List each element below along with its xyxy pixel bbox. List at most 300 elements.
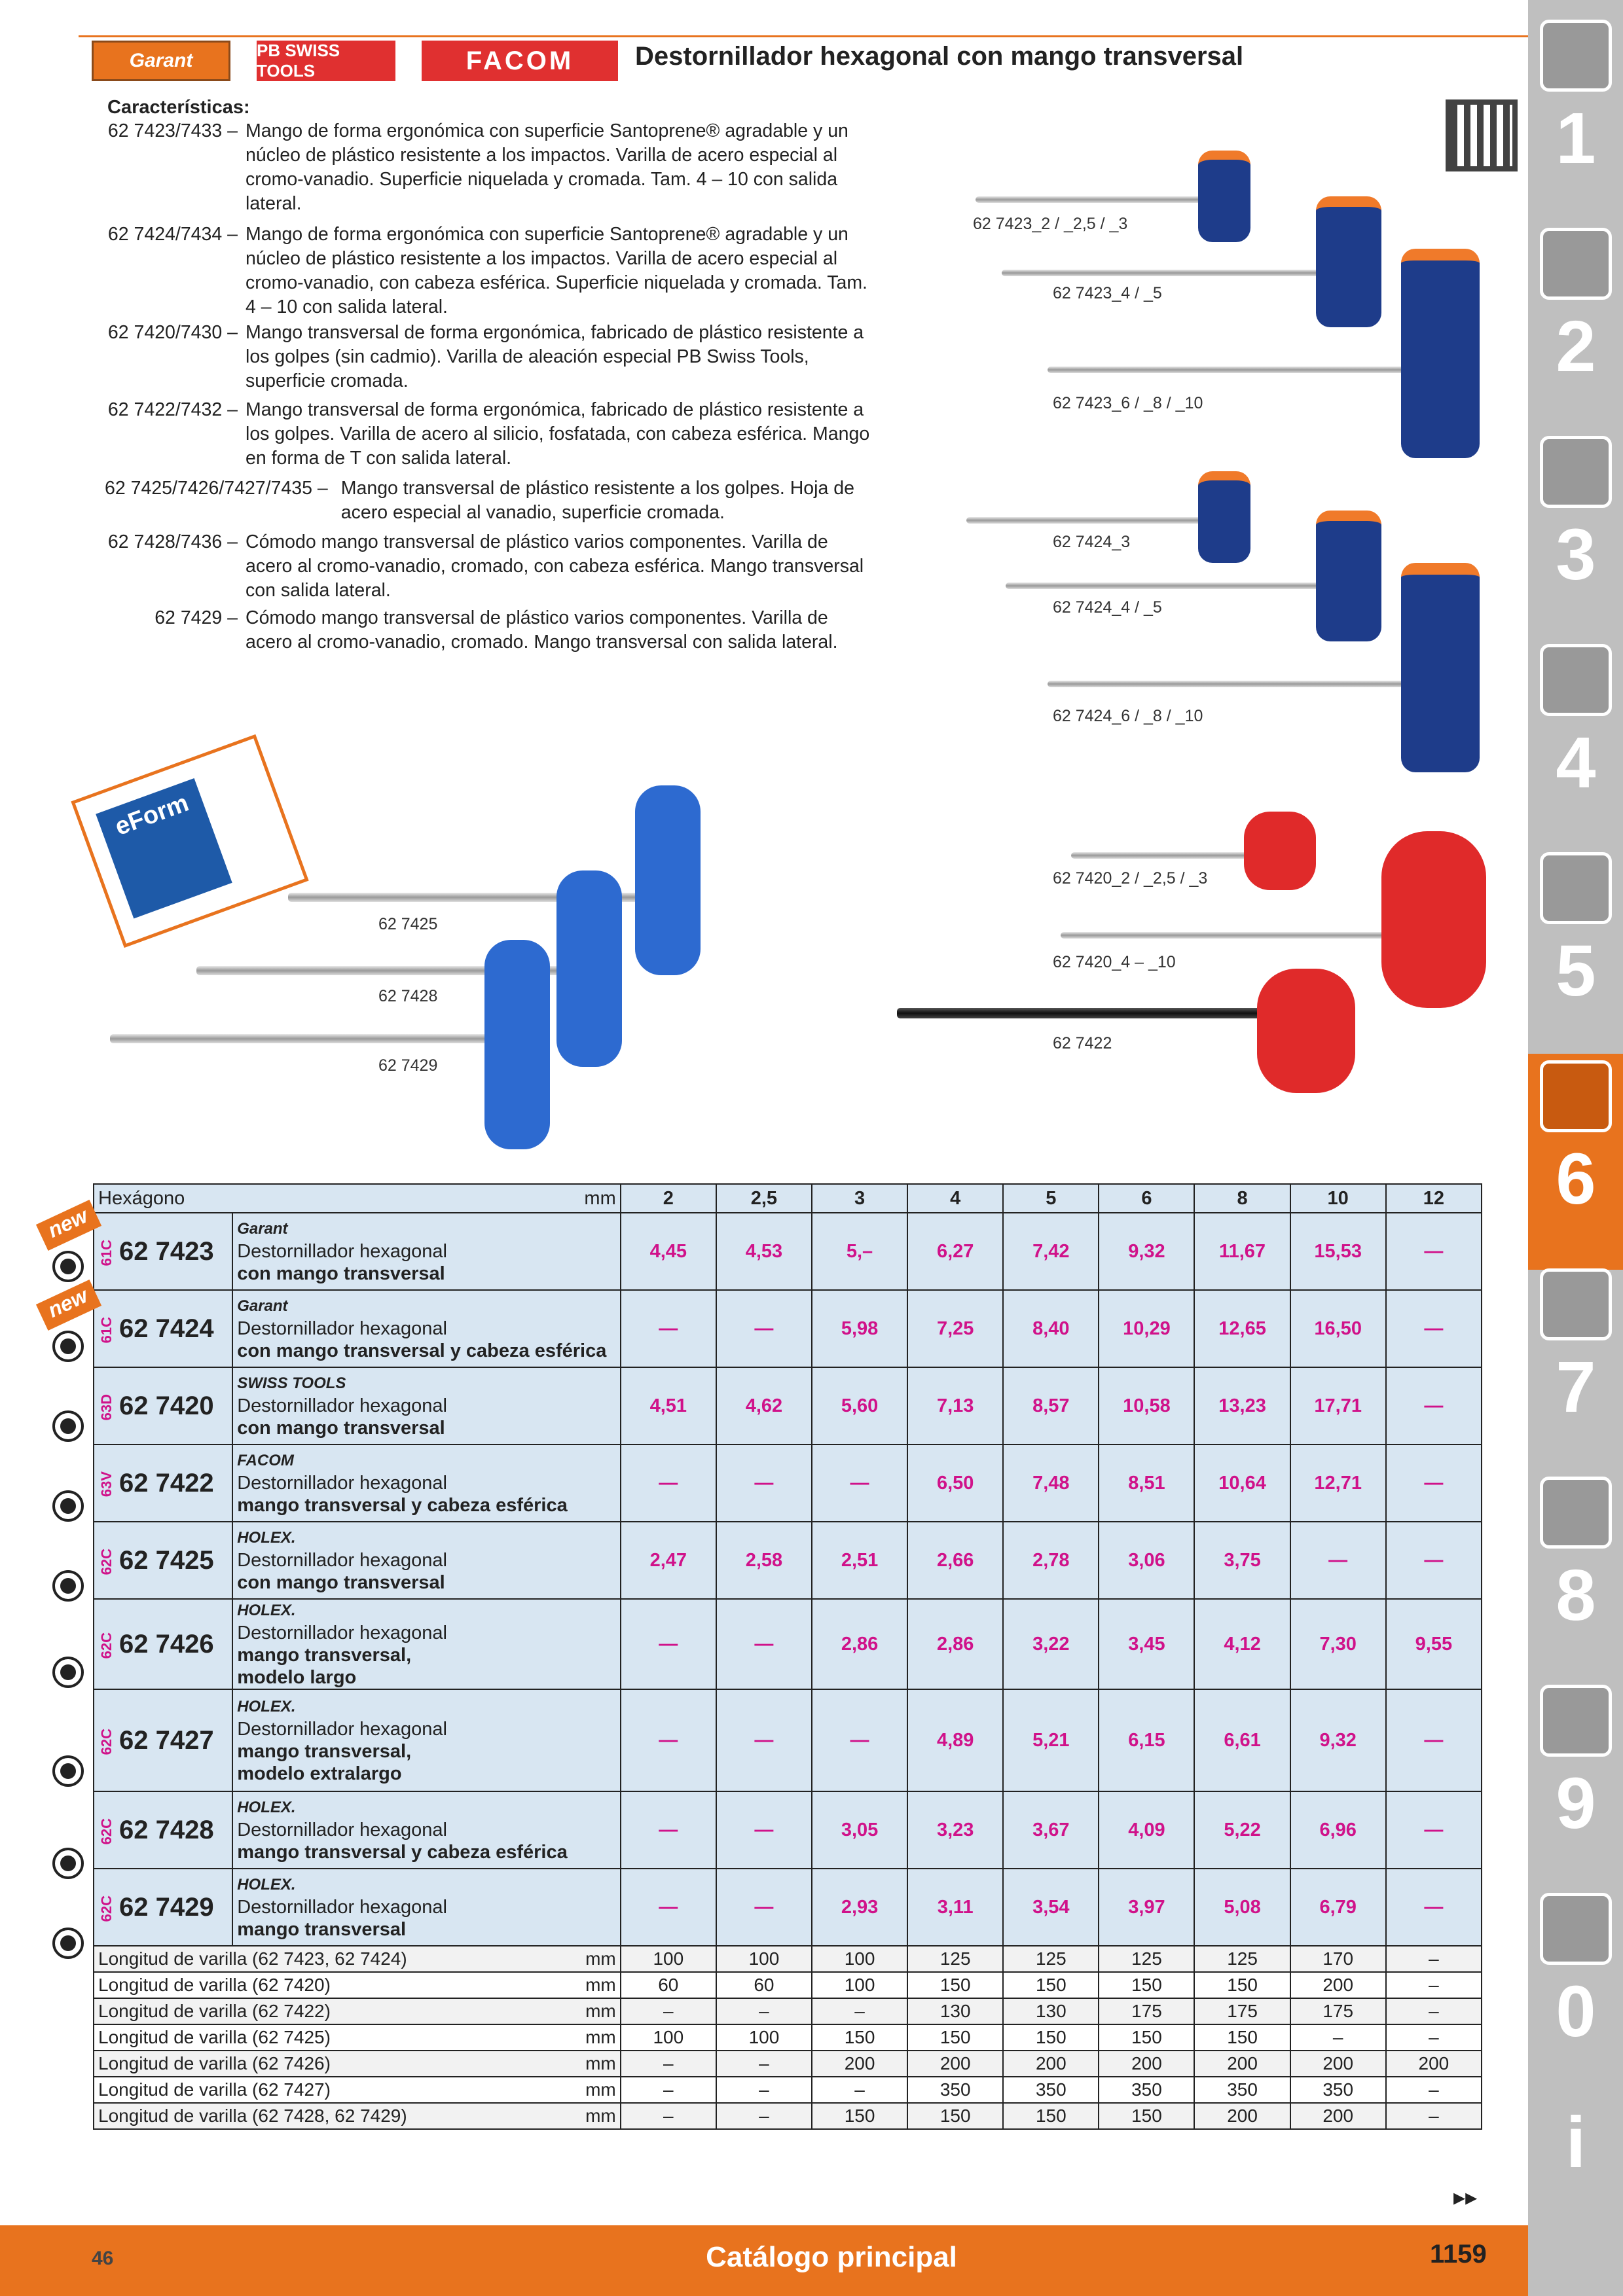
chapter-4-icon[interactable] [1540,644,1612,716]
price-cell: — [716,1689,812,1791]
hex-key-icon [52,1410,84,1442]
feature-code: 62 7429 – [155,607,238,628]
price-cell: 2,66 [907,1522,1003,1599]
caption-7423a: 62 7423_2 / _2,5 / _3 [973,215,1128,233]
feature-item [105,119,871,216]
length-cell: 200 [1290,2103,1386,2129]
desc-line2: con mango transversal [237,1263,445,1284]
price-cell: 3,11 [907,1869,1003,1946]
price-cell: — [1386,1290,1482,1367]
length-cell: 350 [1003,2077,1099,2103]
price-cell: 5,60 [812,1367,907,1444]
length-cell: 150 [907,2103,1003,2129]
table-row[interactable] [94,1599,1482,1689]
table-row[interactable] [94,1290,1482,1367]
price-cell: 12,65 [1194,1290,1290,1367]
length-cell: – [716,2051,812,2077]
chapter-6-icon[interactable] [1540,1060,1612,1132]
caption-7429: 62 7429 [378,1056,438,1075]
table-row[interactable] [94,1869,1482,1946]
table-row[interactable] [94,1689,1482,1791]
article-number: 62 7423 [119,1236,214,1266]
length-cell: 200 [1003,2051,1099,2077]
price-cell: — [621,1791,716,1869]
length-label: Longitud de varilla (62 7422) [98,2001,331,2021]
desc-line1: Destornillador hexagonal [237,1395,447,1416]
feature-code: 62 7425/7426/7427/7435 – [105,478,328,499]
price-cell: 5,08 [1194,1869,1290,1946]
article-number: 62 7420 [119,1391,214,1420]
hex-key-icon [52,1490,84,1522]
length-unit: mm [585,1948,616,1969]
article-number: 62 7422 [119,1468,214,1498]
hex-key-icon [52,1331,84,1362]
price-cell: — [621,1869,716,1946]
feature-text: Cómodo mango transversal de plástico varios componentes. Varilla de acero al cromo-vanadio, cromado, con cabeza esférica. Mango transversal con salida lateral. [246,531,864,601]
feature-text: Mango de forma ergonómica con superficie Santoprene® agradable y un núcleo de plástico resistente a los impactos. Varilla de acero especial al cromo-vanadio, con cabeza esférica. Superficie niquelada y cromada. Tam. 4 – 10 con salida lateral. [246,224,867,317]
feature-item [105,476,871,525]
page-title: Destornillador hexagonal con mango transversal [635,42,1244,71]
brand-label: HOLEX. [237,1529,296,1547]
size-header: 10 [1290,1184,1386,1213]
desc-line1: Destornillador hexagonal [237,1897,447,1918]
price-cell: 7,42 [1003,1213,1099,1290]
facom-logo: FACOM [422,41,618,81]
length-cell: 350 [907,2077,1003,2103]
length-label: Longitud de varilla (62 7426) [98,2053,331,2073]
new-badge: new [36,1200,101,1251]
length-row [94,2103,1482,2129]
new-badge: new [36,1280,101,1331]
length-unit: mm [585,2079,616,2100]
catalog-code: 63V [98,1471,115,1498]
chapter-number[interactable]: 2 [1556,306,1596,387]
article-number: 62 7425 [119,1545,214,1575]
price-cell: 4,12 [1194,1599,1290,1689]
brand-label: HOLEX. [237,1602,296,1619]
length-cell: 100 [716,1946,812,1972]
length-label: Longitud de varilla (62 7427) [98,2079,331,2100]
hex-label: Hexágono [98,1187,185,1209]
price-cell: 5,22 [1194,1791,1290,1869]
catalog-code: 61C [98,1316,115,1344]
desc-line2: mango transversal [237,1919,407,1940]
chapter-number[interactable]: 9 [1556,1763,1596,1844]
hex-key-icon [52,1928,84,1959]
price-cell: 15,53 [1290,1213,1386,1290]
price-cell: 10,58 [1099,1367,1194,1444]
price-cell: 4,89 [907,1689,1003,1791]
price-cell: 7,48 [1003,1444,1099,1522]
price-cell: 7,30 [1290,1599,1386,1689]
length-cell: – [716,1998,812,2024]
catalog-code: 62C [98,1548,115,1575]
price-cell: — [1386,1869,1482,1946]
chapter-9-icon[interactable] [1540,1685,1612,1757]
price-cell: — [716,1290,812,1367]
header-rule [79,35,1532,37]
chapter-5-icon[interactable] [1540,852,1612,924]
price-cell: 3,97 [1099,1869,1194,1946]
caption-7420a: 62 7420_2 / _2,5 / _3 [1053,869,1208,888]
brand-label: SWISS TOOLS [237,1374,346,1392]
length-cell: 100 [621,2024,716,2051]
chapter-number[interactable]: 6 [1556,1139,1596,1219]
chapter-2-icon[interactable] [1540,228,1612,300]
length-cell: 100 [716,2024,812,2051]
length-cell: 150 [907,1972,1003,1998]
length-cell: 175 [1194,1998,1290,2024]
price-cell: — [1386,1367,1482,1444]
price-cell: 2,47 [621,1522,716,1599]
hex-key-icon [52,1848,84,1879]
brand-label: HOLEX. [237,1698,296,1715]
length-row [94,2077,1482,2103]
price-cell: 5,98 [812,1290,907,1367]
length-cell: 100 [621,1946,716,1972]
price-cell: 4,51 [621,1367,716,1444]
length-cell: 60 [716,1972,812,1998]
length-cell: – [621,2051,716,2077]
table-row[interactable] [94,1791,1482,1869]
feature-item [105,223,871,319]
length-cell: 200 [1290,2051,1386,2077]
caption-7428: 62 7428 [378,987,438,1005]
price-cell: 2,58 [716,1522,812,1599]
price-cell: 13,23 [1194,1367,1290,1444]
table-header-row [94,1184,1482,1213]
length-cell: – [812,2077,907,2103]
price-cell: — [716,1791,812,1869]
length-cell: – [621,2103,716,2129]
price-cell: 6,61 [1194,1689,1290,1791]
length-cell: – [716,2103,812,2129]
length-cell: 150 [1194,1972,1290,1998]
length-cell: 350 [1194,2077,1290,2103]
chapter-number[interactable]: 3 [1556,514,1596,595]
caption-7423c: 62 7423_6 / _8 / _10 [1053,394,1203,412]
caption-7424c: 62 7424_6 / _8 / _10 [1053,707,1203,725]
length-unit: mm [585,2001,616,2021]
price-cell: 4,09 [1099,1791,1194,1869]
eform-badge[interactable] [71,734,308,948]
price-cell: 2,78 [1003,1522,1099,1599]
size-header: 12 [1386,1184,1482,1213]
price-cell: 3,23 [907,1791,1003,1869]
size-header: 6 [1099,1184,1194,1213]
length-cell: 125 [907,1946,1003,1972]
desc-line1: Destornillador hexagonal [237,1318,447,1339]
chapter-number[interactable]: 1 [1556,98,1596,179]
price-cell: 8,40 [1003,1290,1099,1367]
price-cell: 3,22 [1003,1599,1099,1689]
length-cell: – [1386,2024,1482,2051]
footer-title: Catálogo principal [706,2241,957,2273]
price-cell: — [1386,1689,1482,1791]
length-cell: – [621,2077,716,2103]
price-cell: — [621,1599,716,1689]
length-cell: 200 [1194,2051,1290,2077]
chapter-8-icon[interactable] [1540,1477,1612,1549]
brand-label: Garant [237,1220,288,1238]
feature-text: Cómodo mango transversal de plástico varios componentes. Varilla de acero al cromo-vanadio, cromado. Mango transversal con salida lateral. [246,607,838,653]
price-cell: 6,15 [1099,1689,1194,1791]
size-header: 5 [1003,1184,1099,1213]
chapter-number[interactable]: i [1565,2102,1586,2183]
feature-code: 62 7423/7433 – [107,120,238,141]
feature-item [105,321,871,393]
price-cell: 6,27 [907,1213,1003,1290]
length-cell: – [1386,1998,1482,2024]
desc-line2: con mango transversal [237,1418,445,1439]
desc-line2: con mango transversal y cabeza esférica [237,1340,607,1361]
garant-logo: Garant [92,41,230,81]
price-cell: — [812,1444,907,1522]
footer-left-number: 46 [92,2248,114,2269]
hex-key-icon [52,1657,84,1688]
unit-label: mm [584,1187,616,1209]
price-cell: 7,25 [907,1290,1003,1367]
length-cell: 150 [1003,1972,1099,1998]
desc-line3: modelo extralargo [237,1763,402,1784]
chapter-number[interactable]: 8 [1556,1555,1596,1636]
length-label: Longitud de varilla (62 7428, 62 7429) [98,2106,407,2126]
length-cell: – [1386,2103,1482,2129]
next-page-icon[interactable]: ▸▸ [1453,2183,1478,2210]
length-cell: 125 [1099,1946,1194,1972]
price-cell: 3,67 [1003,1791,1099,1869]
length-cell: 150 [1099,2024,1194,2051]
length-cell: 100 [812,1972,907,1998]
length-unit: mm [585,2053,616,2073]
feature-item [105,398,871,471]
caption-7424b: 62 7424_4 / _5 [1053,598,1162,617]
length-cell: 175 [1099,1998,1194,2024]
price-cell: 10,64 [1194,1444,1290,1522]
price-cell: — [1386,1444,1482,1522]
length-cell: 150 [1194,2024,1290,2051]
brand-label: Garant [237,1297,288,1315]
hex-key-icon [52,1755,84,1787]
length-cell: 200 [1194,2103,1290,2129]
price-cell: — [1386,1213,1482,1290]
length-cell: 350 [1290,2077,1386,2103]
qr-code-icon[interactable] [1446,99,1518,171]
length-cell: 60 [621,1972,716,1998]
brand-label: FACOM [237,1452,294,1469]
chapter-0-icon[interactable] [1540,1893,1612,1965]
feature-text: Mango de forma ergonómica con superficie Santoprene® agradable y un núcleo de plástico resistente a los impactos. Varilla de acero especial al cromo-vanadio. Superficie niquelada y cromada. Tam. 4 – 10 con salida lateral. [246,120,848,214]
price-cell: — [716,1869,812,1946]
caption-7423b: 62 7423_4 / _5 [1053,284,1162,302]
page-number: 1159 [1430,2240,1487,2269]
length-cell: – [716,2077,812,2103]
feature-code: 62 7424/7434 – [107,224,238,245]
price-cell: 6,50 [907,1444,1003,1522]
length-row [94,1972,1482,1998]
length-cell: 170 [1290,1946,1386,1972]
hex-key-icon [52,1570,84,1602]
length-cell: 150 [1099,1972,1194,1998]
desc-line1: Destornillador hexagonal [237,1550,447,1571]
desc-line1: Destornillador hexagonal [237,1241,447,1262]
feature-text: Mango transversal de plástico resistente a los golpes. Hoja de acero especial al vanadio, superficie cromada. [340,478,854,523]
desc-line1: Destornillador hexagonal [237,1719,447,1740]
length-cell: – [1290,2024,1386,2051]
length-row [94,2024,1482,2051]
chapter-1-icon[interactable] [1540,20,1612,92]
hex-key-icon [52,1251,84,1282]
feature-code: 62 7422/7432 – [107,399,238,420]
desc-line1: Destornillador hexagonal [237,1820,447,1840]
length-cell: 100 [812,1946,907,1972]
price-cell: — [1290,1522,1386,1599]
price-cell: 3,06 [1099,1522,1194,1599]
price-cell: — [621,1689,716,1791]
length-label: Longitud de varilla (62 7423, 62 7424) [98,1948,407,1969]
table-row[interactable] [94,1213,1482,1290]
price-cell: — [1386,1791,1482,1869]
caption-7424a: 62 7424_3 [1053,533,1131,551]
price-cell: 4,62 [716,1367,812,1444]
chapter-number[interactable]: 5 [1556,931,1596,1011]
price-cell: 11,67 [1194,1213,1290,1290]
chapter-number[interactable]: 7 [1556,1347,1596,1427]
chapter-7-icon[interactable] [1540,1268,1612,1340]
size-header: 4 [907,1184,1003,1213]
length-cell: 130 [1003,1998,1099,2024]
feature-text: Mango transversal de forma ergonómica, fabricado de plástico resistente a los golpes. Varilla de acero al silicio, fosfatada, con cabeza esférica. Mango en forma de T con salida lateral. [246,399,870,469]
feature-item [105,606,871,655]
length-cell: – [812,1998,907,2024]
desc-line2: mango transversal, [237,1645,412,1666]
length-row [94,2051,1482,2077]
price-cell: 16,50 [1290,1290,1386,1367]
price-cell: 3,54 [1003,1869,1099,1946]
price-cell: 8,51 [1099,1444,1194,1522]
eform-label: eForm [96,778,232,918]
price-cell: 9,32 [1099,1213,1194,1290]
length-unit: mm [585,2106,616,2126]
length-cell: 125 [1194,1946,1290,1972]
caption-7420b: 62 7420_4 – _10 [1053,953,1176,971]
feature-code: 62 7420/7430 – [107,322,238,343]
price-cell: 2,51 [812,1522,907,1599]
desc-line2: mango transversal, [237,1741,412,1762]
desc-line3: modelo largo [237,1667,357,1688]
brand-label: HOLEX. [237,1799,296,1816]
length-cell: 200 [812,2051,907,2077]
article-number: 62 7429 [119,1892,214,1922]
length-unit: mm [585,2027,616,2047]
article-number: 62 7426 [119,1629,214,1659]
features-heading: Características: [107,97,250,118]
table-row[interactable] [94,1522,1482,1599]
chapter-number[interactable]: 0 [1556,1971,1596,2052]
size-header: 2 [621,1184,716,1213]
length-cell: 150 [907,2024,1003,2051]
length-cell: – [1386,2077,1482,2103]
length-cell: 150 [812,2103,907,2129]
catalog-code: 61C [98,1239,115,1266]
price-cell: — [621,1290,716,1367]
length-cell: 200 [1099,2051,1194,2077]
desc-line2: mango transversal y cabeza esférica [237,1842,568,1863]
chapter-number[interactable]: 4 [1556,723,1596,803]
feature-item [105,530,871,603]
size-header: 8 [1194,1184,1290,1213]
length-cell: 200 [907,2051,1003,2077]
length-cell: 175 [1290,1998,1386,2024]
length-cell: 200 [1290,1972,1386,1998]
price-cell: 6,79 [1290,1869,1386,1946]
pb-swiss-tools-logo: PB SWISS TOOLS [257,41,395,81]
price-cell: 9,32 [1290,1689,1386,1791]
chapter-3-icon[interactable] [1540,436,1612,508]
price-cell: 3,75 [1194,1522,1290,1599]
article-number: 62 7428 [119,1815,214,1844]
price-cell: 10,29 [1099,1290,1194,1367]
catalog-code: 62C [98,1728,115,1755]
desc-line1: Destornillador hexagonal [237,1473,447,1494]
desc-line2: con mango transversal [237,1572,445,1593]
length-row [94,1946,1482,1972]
length-cell: 150 [1003,2103,1099,2129]
length-cell: 150 [1099,2103,1194,2129]
length-cell: 125 [1003,1946,1099,1972]
price-cell: 5,21 [1003,1689,1099,1791]
price-cell: — [1386,1522,1482,1599]
price-cell: 7,13 [907,1367,1003,1444]
length-cell: – [621,1998,716,2024]
caption-7422: 62 7422 [1053,1034,1112,1052]
price-cell: — [716,1444,812,1522]
catalog-code: 63D [98,1393,115,1421]
brand-label: HOLEX. [237,1876,296,1893]
price-cell: 5,– [812,1213,907,1290]
caption-7425: 62 7425 [378,915,438,933]
price-cell: 2,93 [812,1869,907,1946]
price-cell: 3,45 [1099,1599,1194,1689]
length-cell: 200 [1386,2051,1482,2077]
table-row[interactable] [94,1367,1482,1444]
length-cell: 150 [1003,2024,1099,2051]
price-cell: 2,86 [907,1599,1003,1689]
price-cell: 3,05 [812,1791,907,1869]
feature-code: 62 7428/7436 – [107,531,238,552]
article-number: 62 7427 [119,1725,214,1755]
length-label: Longitud de varilla (62 7425) [98,2027,331,2047]
length-cell: 350 [1099,2077,1194,2103]
length-cell: – [1386,1972,1482,1998]
length-cell: – [1386,1946,1482,1972]
price-cell: 12,71 [1290,1444,1386,1522]
length-cell: 150 [812,2024,907,2051]
price-cell: 9,55 [1386,1599,1482,1689]
price-cell: 4,53 [716,1213,812,1290]
size-header: 3 [812,1184,907,1213]
price-cell: — [621,1444,716,1522]
feature-text: Mango transversal de forma ergonómica, fabricado de plástico resistente a los golpes (sin cadmio). Varilla de aleación especial PB Swiss Tools, superficie cromada. [246,322,864,391]
catalog-code: 62C [98,1818,115,1845]
size-header: 2,5 [716,1184,812,1213]
table-row[interactable] [94,1444,1482,1522]
catalog-code: 62C [98,1895,115,1922]
price-cell: — [812,1689,907,1791]
length-unit: mm [585,1975,616,1995]
length-row [94,1998,1482,2024]
article-number: 62 7424 [119,1314,214,1343]
